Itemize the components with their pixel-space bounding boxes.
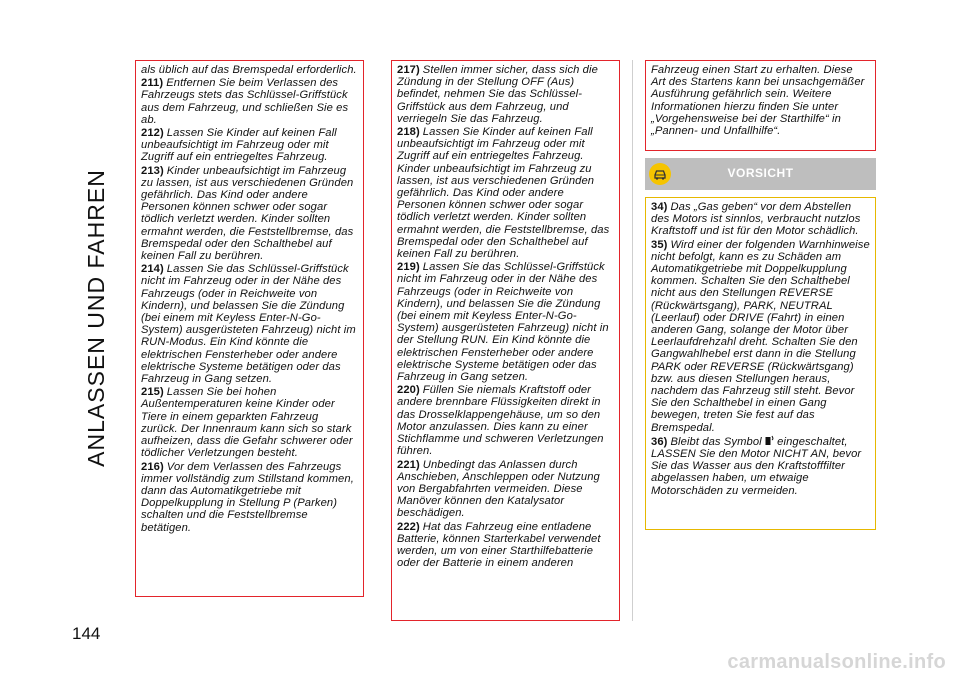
note-text: Lassen Sie Kinder auf keinen Fall unbeaufsichtigt im Fahrzeug oder mit Zugriff auf ein entriegeltes Fahrzeug. Kinder unbeaufsichtigt im Fahrzeug zu lassen, ist aus verschiedenen Gründen gefährlich. Das Kind oder andere Personen können schwer oder sogar tödlich verletzt werden. Kinder sollten ermahnt werden, die Feststellbremse, das Bremspedal oder den Schalthebel auf keinen Fall zu berühren. <box>397 126 610 261</box>
note-item <box>397 64 614 125</box>
section-title: ANLASSEN UND FAHREN <box>83 169 109 467</box>
warning-header <box>645 158 876 190</box>
note-number: 217) <box>397 64 420 76</box>
note-number: 221) <box>397 458 420 471</box>
note-item <box>397 261 614 383</box>
note-item <box>141 77 358 126</box>
water-in-fuel-icon <box>765 435 774 446</box>
note-item <box>141 386 358 459</box>
page-number: 144 <box>72 624 101 643</box>
warning-item: 34) Das „Gas geben“ vor dem Abstellen des Motors ist sinnlos, verbraucht nutzlos Kraftstoff und ist für den Motor schädlich. <box>651 201 861 238</box>
note-item <box>651 64 870 137</box>
note-item <box>141 165 358 263</box>
column-1-box <box>135 60 364 597</box>
column-2-box <box>391 60 620 621</box>
note-text: Stellen immer sicher, dass sich die Zündung in der Stellung OFF (Aus) befindet, nehmen Sie das Schlüssel-Griffstück aus dem Fahrzeug, und verriegeln Sie das Fahrzeug. <box>397 64 598 125</box>
note-number: 212) <box>141 127 164 140</box>
column-divider <box>632 60 633 621</box>
note-item <box>141 127 358 164</box>
note-item <box>141 461 358 534</box>
note-item <box>141 64 358 76</box>
warning-item: 35) Wird einer der folgenden Warnhinweise nicht befolgt, kann es zu Schäden am Automatikgetriebe mit Doppelkupplung kommen. Schalten Sie den Schalthebel nicht aus den Stellungen REVERSE (Rückwärtsgang), PARK, NEUTRAL (Leerlauf) oder DRIVE (Fahrt) in einen anderen Gang, solange der Motor über Leerlaufdrehzahl dreht. Schalten Sie den Gangwahlhebel erst dann in die Stellung PARK oder REVERSE (Rückwärtsgang) bzw. aus diesen Stellungen heraus, nachdem das Fahrzeug still steht. Bevor Sie den Schalthebel in einen Gang bewegen, treten Sie fest auf das Bremspedal. <box>651 238 870 434</box>
warning-title: VORSICHT <box>727 166 794 180</box>
note-number: 211) <box>141 77 164 90</box>
note-number: 219) <box>397 261 420 274</box>
note-number: 222) <box>397 520 420 533</box>
note-item <box>397 126 614 260</box>
note-item <box>397 459 614 520</box>
note-number: 216) <box>141 460 164 473</box>
note-text: Füllen Sie niemals Kraftstoff oder andere brennbare Flüssigkeiten direkt in das Drosselklappengehäuse, um so den Motor anzulassen. Dies kann zu einer Stichflamme und schweren Verletzungen führen. <box>397 384 604 458</box>
note-text: Entfernen Sie beim Verlassen des Fahrzeugs stets das Schlüssel-Griffstück aus dem Fahrzeug, und schließen Sie es ab. <box>141 77 349 126</box>
note-text: Lassen Sie bei hohen Außentemperaturen keine Kinder oder Tiere in einem geparkten Fahrzeug zurück. Der Innenraum kann sich so stark aufheizen, dass die Gefahr schwerer oder tödlicher Verletzungen besteht. <box>141 386 353 460</box>
note-text: Lassen Sie Kinder auf keinen Fall unbeaufsichtigt im Fahrzeug oder mit Zugriff auf ein entriegeltes Fahrzeug. <box>141 127 337 164</box>
note-text: Hat das Fahrzeug eine entladene Batterie, können Starterkabel verwendet werden, um von einer Starthilfebatterie oder der Batterie in einem anderen <box>397 520 601 570</box>
note-text: Vor dem Verlassen des Fahrzeugs immer vollständig zum Stillstand kommen, dann das Automatikgetriebe mit Doppelkupplung in Stellung P (Parken) schalten und die Feststellbremse betätigen. <box>141 460 354 534</box>
note-text: Kinder unbeaufsichtigt im Fahrzeug zu lassen, ist aus verschiedenen Gründen gefährlich. Das Kind oder andere Personen können schwer oder sogar tödlich verletzt werden. Kinder sollten ermahnt werden, die Feststellbremse, das Bremspedal oder den Schalthebel auf keinen Fall zu berühren. <box>141 164 354 263</box>
note-item <box>141 263 358 385</box>
note-text: als üblich auf das Bremspedal erforderlich. <box>141 64 357 76</box>
note-text: Lassen Sie das Schlüssel-Griffstück nicht im Fahrzeug oder in der Nähe des Fahrzeugs (oder in Reichweite von Kindern), und belassen Sie die Zündung (bei einem mit Keyless Enter-N-Go-System) ausgerüsteten Fahrzeug) nicht im RUN-Modus. Ein Kind könnte die elektrischen Fensterheber oder andere elektrische Systeme betätigen oder das Fahrzeug in Gang setzen. <box>141 263 356 386</box>
note-number: 220) <box>397 384 420 397</box>
note-text: Unbedingt das Anlassen durch Anschieben, Anschleppen oder Nutzung von Bergabfahrten vermeiden. Diese Manöver können den Katalysator beschädigen. <box>397 458 600 520</box>
watermark: carmanualsonline.info <box>727 651 946 673</box>
note-number: 215) <box>141 386 164 399</box>
note-number: 214) <box>141 263 164 276</box>
note-number: 218) <box>397 126 420 139</box>
note-text: Lassen Sie das Schlüssel-Griffstück nicht im Fahrzeug oder in der Nähe des Fahrzeugs (oder in Reichweite von Kindern), und belassen Sie die Zündung (bei einem mit Keyless Enter-N-Go-System) ausgerüsteten Fahrzeug) nicht in der Stellung RUN. Ein Kind könnte die elektrischen Fensterheber oder andere elektrische Systeme betätigen oder das Fahrzeug in Gang setzen. <box>397 261 609 384</box>
warning-box <box>645 197 876 530</box>
column-3-box <box>645 60 876 151</box>
note-item <box>397 384 614 457</box>
note-number: 213) <box>141 164 164 177</box>
note-text: Fahrzeug einen Start zu erhalten. Diese Art des Startens kann bei unsachgemäßer Ausführung gefährlich sein. Weitere Informationen hierzu finden Sie unter „Vorgehensweise bei der Starthilfe“ in „Pannen- und Unfallhilfe“. <box>651 64 865 138</box>
warning-item: 36) Bleibt das Symbol eingeschaltet, LASSEN Sie den Motor NICHT AN, bevor Sie das Wasser aus den Kraftstofffilter abgelassen haben, um etwaige Motorschäden zu vermeiden. <box>651 435 862 497</box>
note-item <box>397 521 614 570</box>
